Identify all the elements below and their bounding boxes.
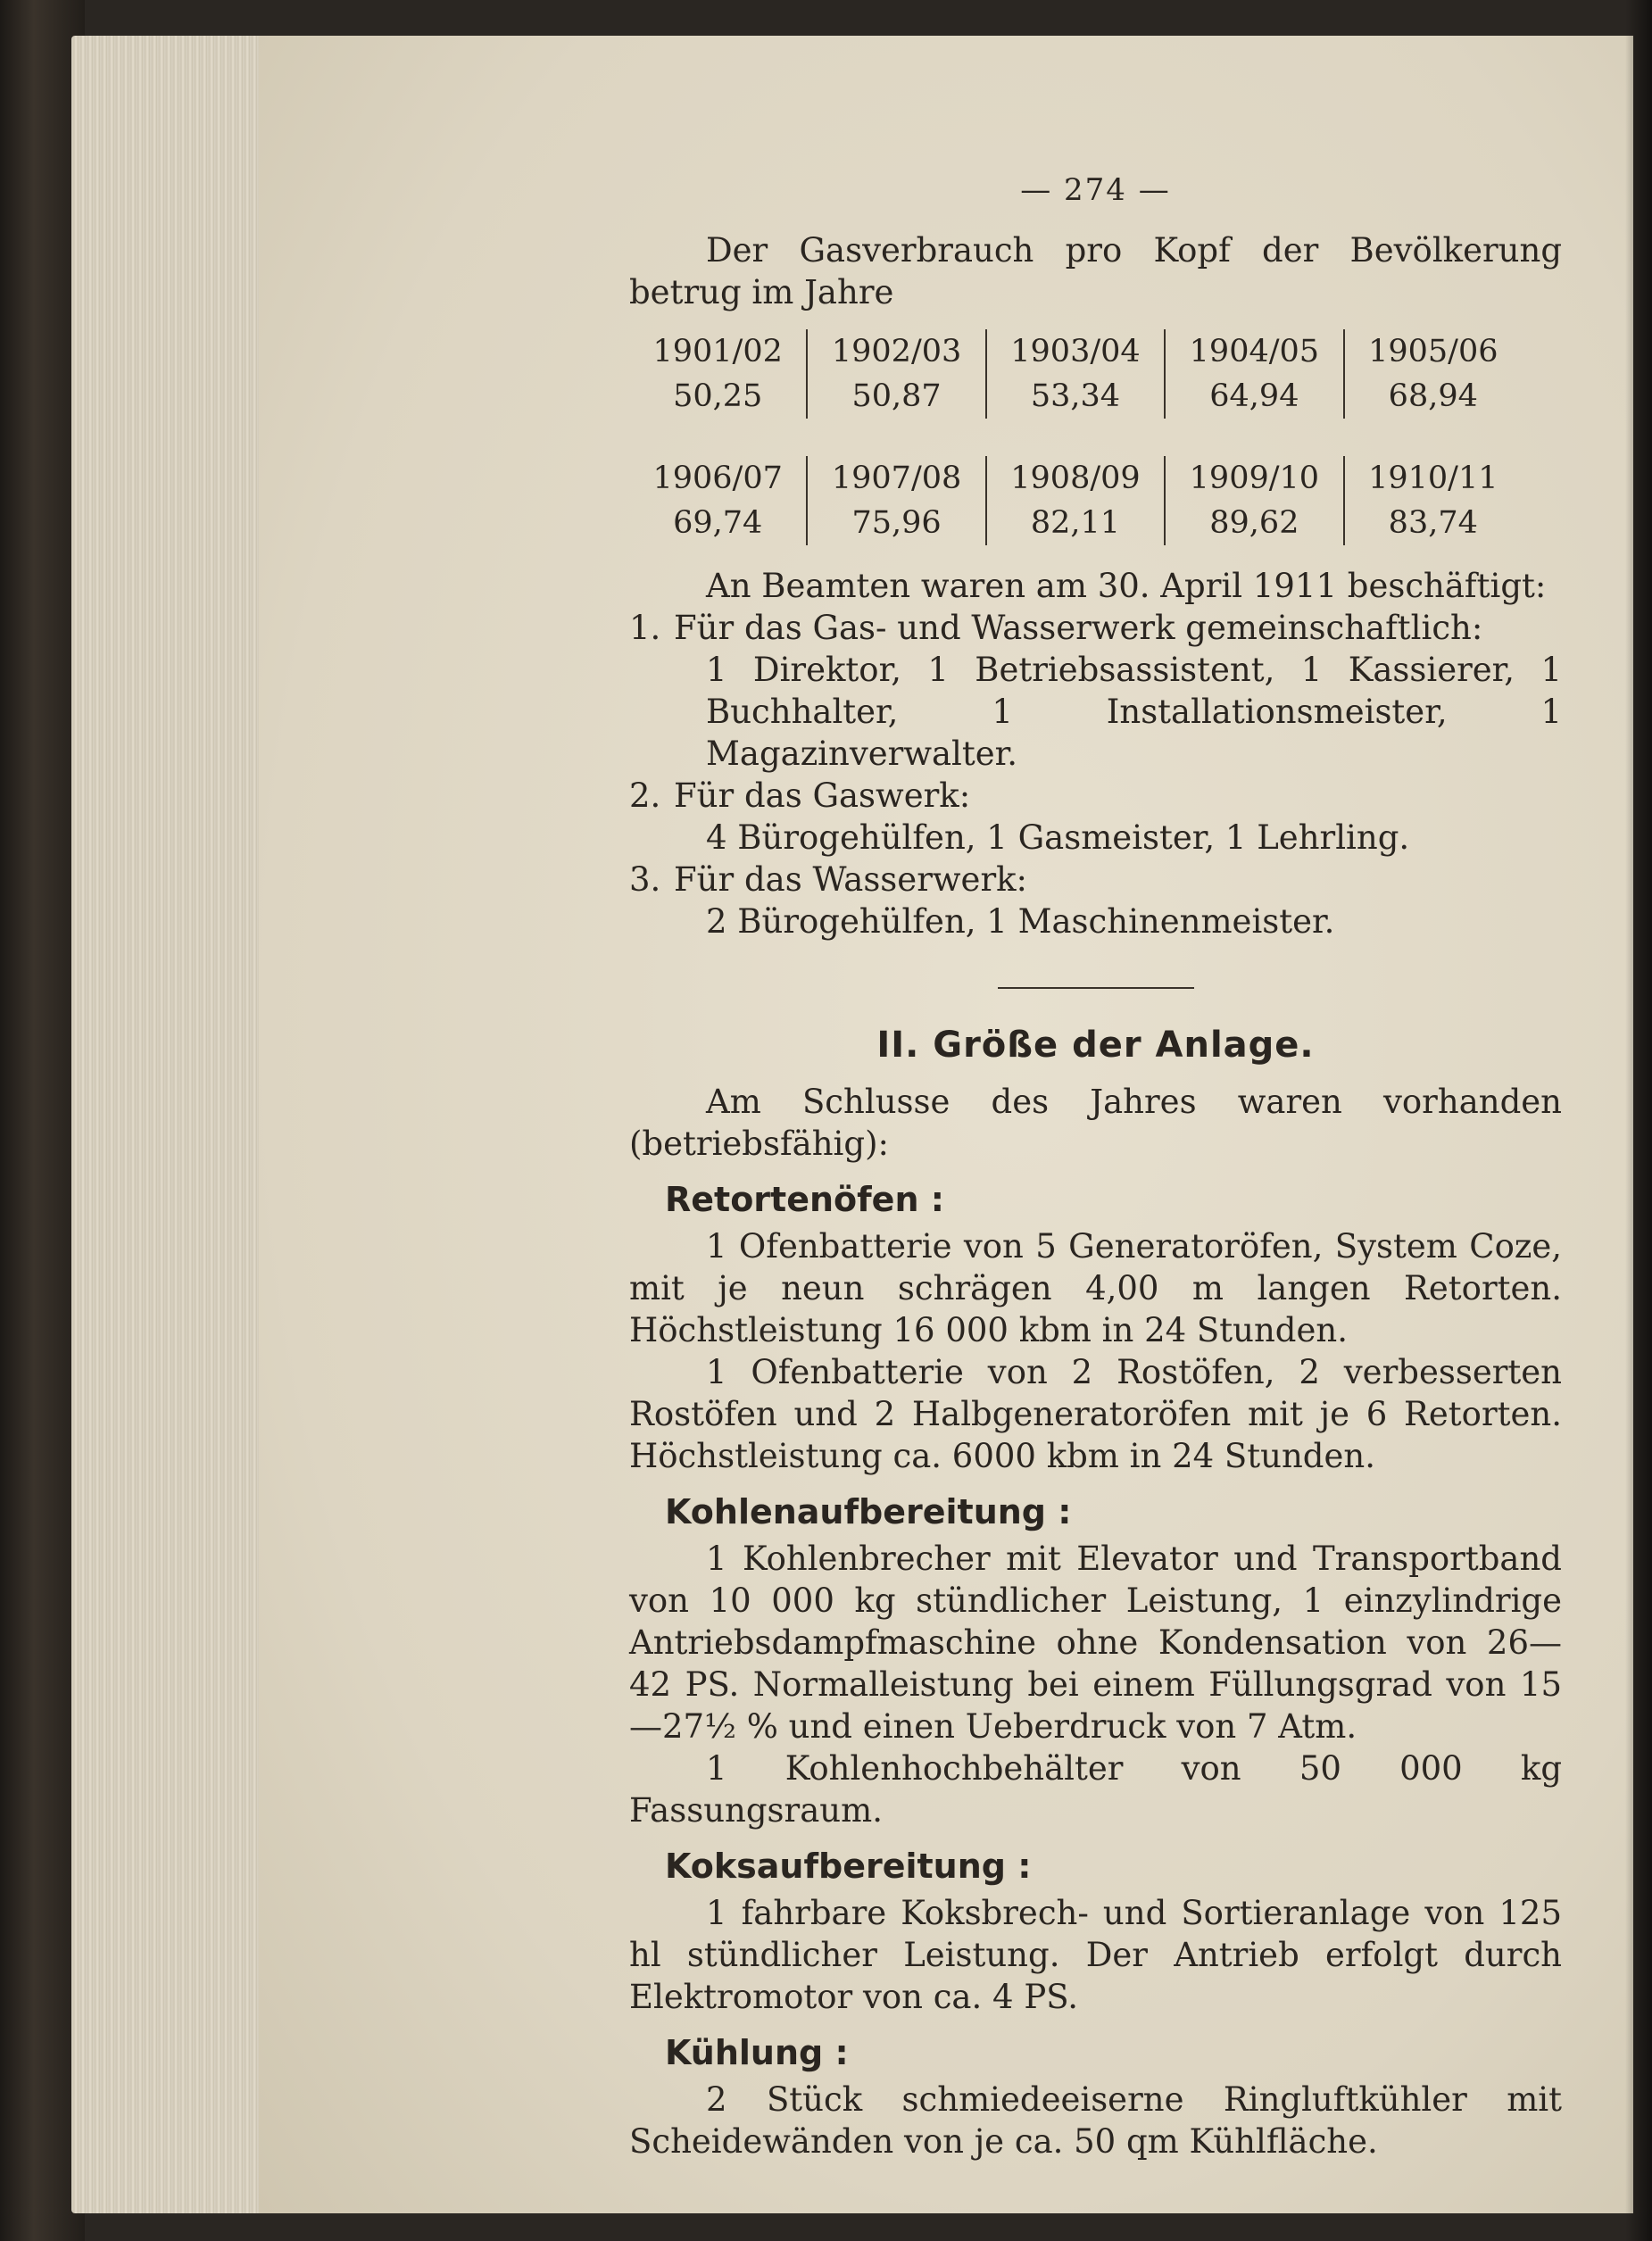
value-cell: 68,94 (1344, 374, 1522, 419)
list-detail: 1 Direktor, 1 Betriebsassistent, 1 Kassierer, 1 Buchhalter, 1 Installationsmeister, 1 Magazinverwalter. (706, 651, 1562, 773)
list-item (629, 859, 1562, 901)
subsection-paragraph: 1 Kohlenhochbehälter von 50 000 kg Fassungsraum. (629, 1749, 1562, 1830)
page-gutter-shadow (1625, 0, 1652, 2241)
subsection-title: Kohlenaufbereitung : (665, 1492, 1072, 1531)
year-cell: 1906/07 (652, 461, 783, 496)
list-item (629, 607, 1562, 649)
value-cell: 83,74 (1344, 501, 1522, 545)
staff-intro: An Beamten waren am 30. April 1911 beschäftigt: (706, 567, 1547, 605)
table-row (629, 456, 1522, 501)
list-heading: Für das Gaswerk: (674, 776, 971, 815)
value-cell: 89,62 (1165, 501, 1343, 545)
section-intro: Am Schlusse des Jahres waren vorhanden (betriebsfähig): (629, 1083, 1562, 1163)
list-number: 2. (629, 776, 661, 815)
table-row (629, 374, 1522, 419)
year-cell: 1905/06 (1344, 329, 1522, 374)
year-cell: 1909/10 (1165, 456, 1343, 501)
page-content (629, 170, 1562, 2162)
page-stack-edge (71, 36, 277, 2213)
year-cell: 1904/05 (1165, 329, 1343, 374)
list-detail: 2 Bürogehülfen, 1 Maschinenmeister. (706, 902, 1335, 941)
list-item (629, 775, 1562, 817)
section-divider (998, 987, 1194, 989)
value-cell: 82,11 (986, 501, 1165, 545)
value-cell: 64,94 (1165, 374, 1343, 419)
value-cell: 75,96 (807, 501, 985, 545)
subsection-paragraph: 1 Ofenbatterie von 2 Rostöfen, 2 verbesserten Rostöfen und 2 Halbgeneratoröfen mit je 6 Retorten. Höchstleistung ca. 6000 kbm in 24 Stunden. (629, 1353, 1562, 1475)
staff-list (629, 607, 1562, 942)
page-number: — 274 — (1020, 172, 1171, 208)
list-number: 3. (629, 860, 661, 899)
year-cell: 1910/11 (1344, 456, 1522, 501)
section-title: II. Größe der Anlage. (876, 1025, 1315, 1066)
year-cell: 1901/02 (652, 334, 783, 369)
value-cell: 69,74 (673, 505, 763, 541)
year-cell: 1903/04 (986, 329, 1165, 374)
list-number: 1. (629, 609, 661, 647)
subsection-paragraph: 1 Kohlenbrecher mit Elevator und Transportband von 10 000 kg stündlicher Leistung, 1 einzylindrige Antriebsdampfmaschine ohne Kondensation von 26—42 PS. Normalleistung bei einem Füllungsgrad von 15—27½ % und einen Ueberdruck von 7 Atm. (629, 1540, 1562, 1746)
table-row (629, 329, 1522, 374)
subsection-paragraph: 1 fahrbare Koksbrech- und Sortieranlage von 125 hl stündlicher Leistung. Der Antrieb erfolgt durch Elektromotor von ca. 4 PS. (629, 1894, 1562, 2016)
gas-consumption-table-1 (629, 329, 1522, 419)
intro-paragraph: Der Gasverbrauch pro Kopf der Bevölkerung betrug im Jahre (629, 231, 1562, 311)
year-cell: 1902/03 (807, 329, 985, 374)
list-heading: Für das Wasserwerk: (674, 860, 1028, 899)
subsection-paragraph: 1 Ofenbatterie von 5 Generatoröfen, System Coze, mit je neun schrägen 4,00 m langen Retorten. Höchstleistung 16 000 kbm in 24 Stunden. (629, 1227, 1562, 1349)
value-cell: 50,25 (673, 378, 763, 414)
subsection-title: Retortenöfen : (665, 1180, 944, 1219)
year-cell: 1908/09 (986, 456, 1165, 501)
subsection-paragraph: 2 Stück schmiedeeiserne Ringluftkühler mit Scheidewänden von je ca. 50 qm Kühlfläche. (629, 2080, 1562, 2161)
value-cell: 53,34 (986, 374, 1165, 419)
year-cell: 1907/08 (807, 456, 985, 501)
value-cell: 50,87 (807, 374, 985, 419)
subsection-title: Kühlung : (665, 2033, 849, 2072)
list-heading: Für das Gas- und Wasserwerk gemeinschaftlich: (674, 609, 1483, 647)
gas-consumption-table-2 (629, 456, 1522, 545)
table-row (629, 501, 1522, 545)
list-detail: 4 Bürogehülfen, 1 Gasmeister, 1 Lehrling. (706, 818, 1410, 857)
subsection-title: Koksaufbereitung : (665, 1847, 1032, 1886)
